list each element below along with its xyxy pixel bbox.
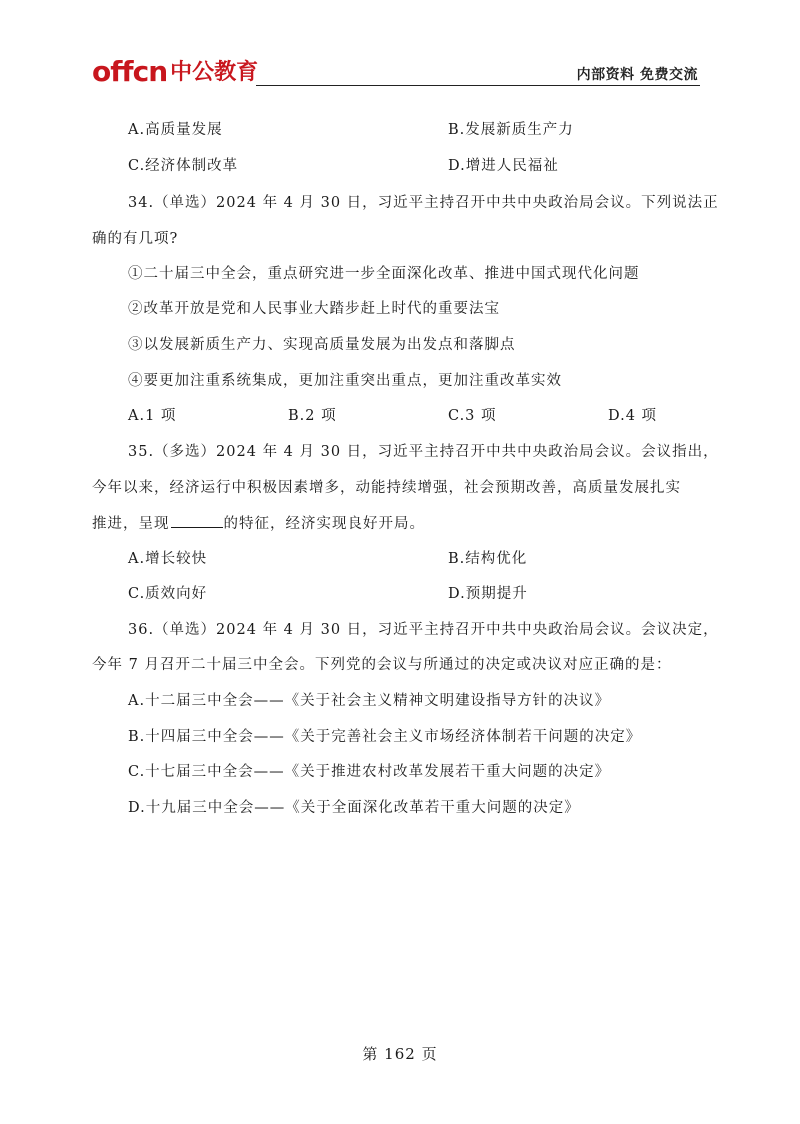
q34-stem-line-2: 确的有几项?	[92, 231, 179, 247]
page-number: 第 162 页	[362, 1045, 438, 1063]
q35-option-c: C.质效向好	[128, 586, 208, 602]
q34-item-4: ④要更加注重系统集成，更加注重突出重点，更加注重改革实效	[128, 373, 562, 389]
q35-option-b: B.结构优化	[448, 551, 528, 567]
q35-stem-line-3-suffix: 的特征，经济实现良好开局。	[223, 516, 425, 532]
page-header	[92, 56, 700, 86]
q34-item-2: ②改革开放是党和人民事业大踏步赶上时代的重要法宝	[128, 301, 500, 317]
q33-option-c: C.经济体制改革	[128, 158, 239, 174]
offcn-logo	[92, 56, 258, 86]
header-rule	[256, 85, 700, 86]
q33-option-b: B.发展新质生产力	[448, 122, 574, 138]
q34-option-a: A.1 项	[128, 408, 177, 424]
q34-stem-line-1: 34.（单选）2024 年 4 月 30 日，习近平主持召开中共中央政治局会议。下列说法正	[128, 195, 719, 211]
q35-option-a: A.增长较快	[128, 551, 208, 567]
q36-option-d: D.十九届三中全会——《关于全面深化改革若干重大问题的决定》	[128, 800, 580, 816]
q34-option-c: C.3 项	[448, 408, 497, 424]
q36-stem-line-2: 今年 7 月召开二十届三中全会。下列党的会议与所通过的决定或决议对应正确的是：	[92, 657, 672, 673]
logo-latin-text: offcn	[92, 55, 168, 88]
q33-option-d: D.增进人民福祉	[448, 158, 559, 174]
q36-stem-line-1: 36.（单选）2024 年 4 月 30 日，习近平主持召开中共中央政治局会议。会议决定，	[128, 622, 719, 638]
q35-stem-line-3	[92, 513, 425, 534]
q36-option-b: B.十四届三中全会——《关于完善社会主义市场经济体制若干问题的决定》	[128, 729, 642, 745]
q35-stem-line-3-prefix: 推进，呈现	[92, 516, 170, 532]
q35-option-d: D.预期提升	[448, 586, 528, 602]
q34-item-3: ③以发展新质生产力、实现高质量发展为出发点和落脚点	[128, 337, 516, 353]
q35-stem-line-1: 35.（多选）2024 年 4 月 30 日，习近平主持召开中共中央政治局会议。会议指出，	[128, 444, 719, 460]
answer-blank	[171, 513, 223, 528]
q34-item-1: ①二十届三中全会，重点研究进一步全面深化改革、推进中国式现代化问题	[128, 266, 640, 282]
q33-option-a: A.高质量发展	[128, 122, 223, 138]
header-note: 内部资料 免费交流	[576, 67, 698, 83]
q34-option-d: D.4 项	[608, 408, 658, 424]
q35-stem-line-2: 今年以来，经济运行中积极因素增多，动能持续增强，社会预期改善，高质量发展扎实	[92, 480, 681, 496]
q36-option-c: C.十七届三中全会——《关于推进农村改革发展若干重大问题的决定》	[128, 764, 611, 780]
logo-chinese-text: 中公教育	[170, 60, 259, 85]
q34-option-b: B.2 项	[288, 408, 337, 424]
q36-option-a: A.十二届三中全会——《关于社会主义精神文明建设指导方针的决议》	[128, 693, 611, 709]
